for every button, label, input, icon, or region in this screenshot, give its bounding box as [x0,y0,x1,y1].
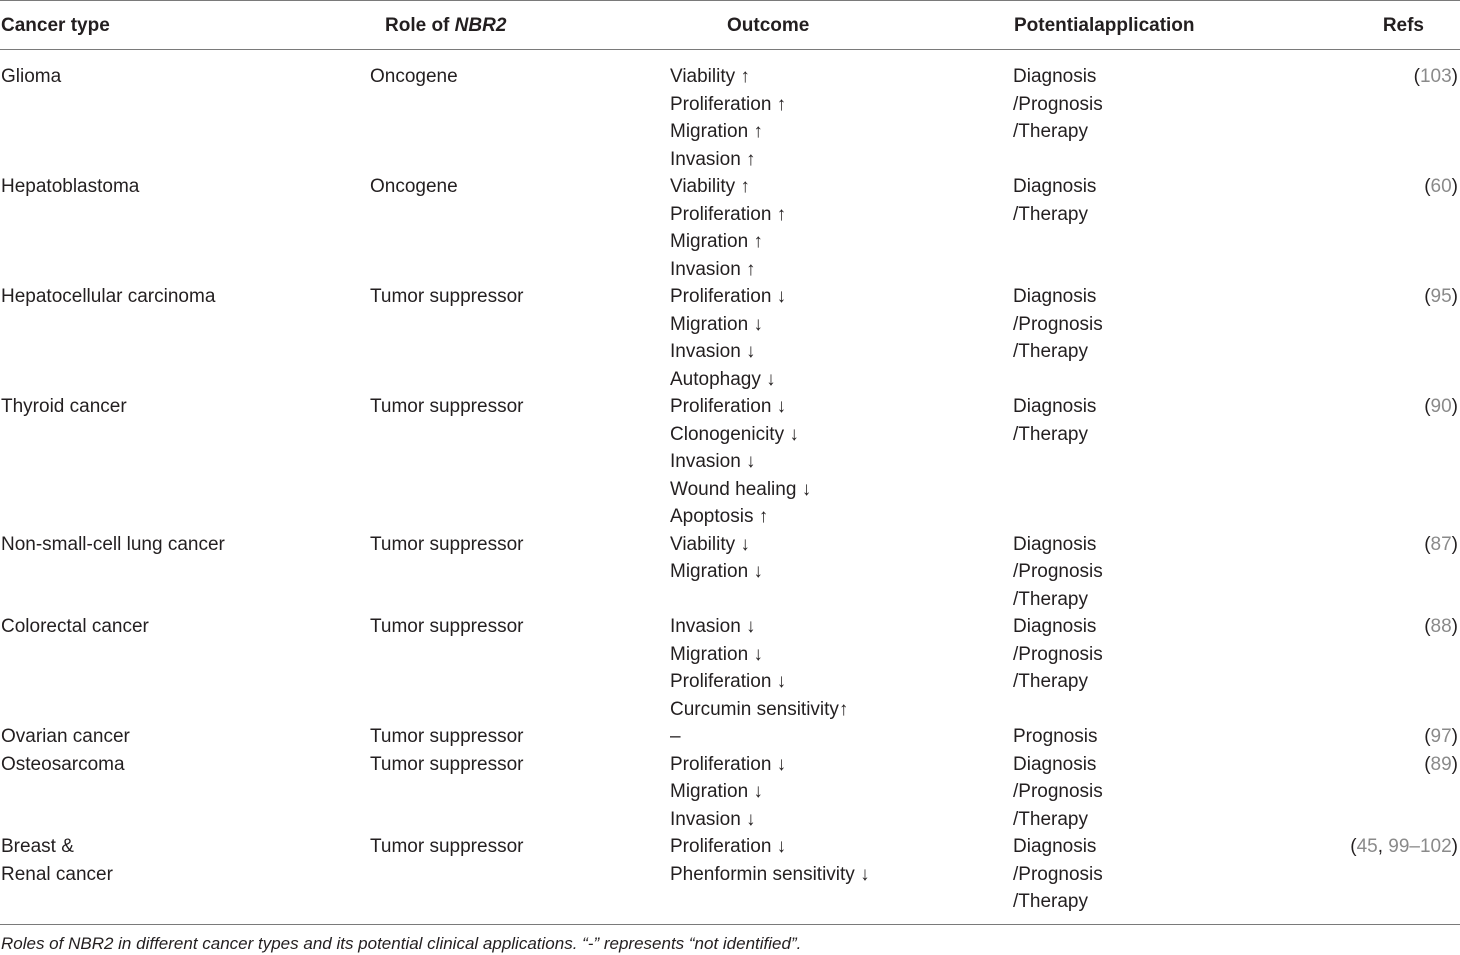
application-cell-line: Diagnosis [1013,836,1097,857]
refs-cell [1424,613,1458,641]
outcome-cell-line: Proliferation ↑ [670,203,787,225]
reference-link[interactable]: 88 [1430,616,1452,637]
refs-open-paren: ( [1424,726,1431,747]
cancer-type-cell [1,63,61,91]
table-bottom-rule [0,924,1460,925]
outcome-cell [670,393,811,531]
outcome-cell-line: Invasion ↓ [670,808,756,830]
reference-link[interactable]: 97 [1430,726,1452,747]
application-cell-line: /Therapy [1013,423,1088,445]
cancer-type-cell-line: Thyroid cancer [1,396,127,417]
refs-open-paren: ( [1424,533,1431,555]
header-refs: Refs [1382,15,1424,36]
application-cell [1013,751,1103,834]
refs-open-paren: ( [1424,286,1431,307]
outcome-cell-line: Viability ↑ [670,176,750,197]
cancer-type-cell-line: Hepatoblastoma [1,176,140,197]
outcome-cell [670,531,763,586]
cancer-type-cell [1,283,215,311]
refs-close-paren: ) [1451,533,1458,555]
reference-link[interactable]: 89 [1430,753,1452,775]
refs-open-paren: ( [1350,836,1357,857]
table-top-rule [0,0,1460,1]
refs-cell [1424,283,1458,311]
outcome-cell [670,833,870,888]
refs-separator: , [1377,836,1389,857]
application-cell [1013,613,1103,696]
role-cell: Tumor suppressor [370,753,524,775]
application-cell-line: Diagnosis [1013,616,1097,637]
outcome-cell-line: Clonogenicity ↓ [670,423,799,445]
cancer-type-cell-line: Breast & [1,836,74,857]
outcome-cell-line: Migration ↓ [670,313,763,335]
outcome-cell-line: Autophagy ↓ [670,368,776,390]
outcome-cell-line: Viability ↑ [670,66,750,87]
role-cell: Tumor suppressor [370,286,524,307]
outcome-cell-line: Invasion ↓ [670,616,756,637]
outcome-cell-line: – [670,726,681,747]
application-cell [1013,63,1103,146]
application-cell-line: /Therapy [1013,203,1088,225]
outcome-cell [670,751,786,834]
cancer-type-cell [1,723,130,751]
refs-close-paren: ) [1451,66,1458,87]
application-cell-line: /Prognosis [1013,643,1103,665]
cancer-type-cell-line: Glioma [1,66,62,87]
refs-cell [1424,751,1458,779]
application-cell-line: Diagnosis [1013,533,1097,555]
application-cell-line: /Therapy [1013,891,1088,912]
refs-close-paren: ) [1451,836,1458,857]
application-cell-line: Diagnosis [1013,176,1097,197]
refs-cell [1350,833,1458,861]
outcome-cell-line: Phenformin sensitivity ↓ [670,863,870,885]
refs-open-paren: ( [1424,616,1431,637]
header-cancer-type: Cancer type [1,15,110,36]
refs-close-paren: ) [1451,726,1458,747]
refs-cell [1424,531,1458,559]
application-cell-line: /Therapy [1013,341,1088,362]
application-cell-line: /Therapy [1013,808,1088,830]
role-cell: Tumor suppressor [370,396,524,417]
refs-close-paren: ) [1451,753,1458,775]
outcome-cell-line: Migration ↓ [670,781,763,802]
application-cell [1013,723,1098,751]
application-cell-line: /Prognosis [1013,781,1103,802]
cancer-type-cell-line: Hepatocellular carcinoma [1,286,216,307]
refs-cell [1424,173,1458,201]
reference-link[interactable]: 99–102 [1388,836,1452,857]
application-cell-line: /Prognosis [1013,863,1103,885]
application-cell-line: /Prognosis [1013,561,1103,582]
outcome-cell-line: Invasion ↑ [670,148,756,170]
cancer-type-cell-line: Osteosarcoma [1,753,125,775]
refs-cell [1424,393,1458,421]
outcome-cell [670,723,681,751]
outcome-cell-line: Apoptosis ↑ [670,506,769,527]
application-cell-line: /Prognosis [1013,93,1103,115]
outcome-cell-line: Migration ↓ [670,643,763,665]
application-cell-line: /Therapy [1013,121,1088,142]
outcome-cell-line: Invasion ↓ [670,341,756,362]
outcome-cell-line: Migration ↓ [670,561,763,582]
cancer-type-cell-line: Colorectal cancer [1,616,149,637]
reference-link[interactable]: 103 [1419,66,1452,87]
reference-link[interactable]: 90 [1430,396,1452,417]
application-cell [1013,393,1096,448]
header-outcome: Outcome [727,15,810,36]
application-cell-line: Diagnosis [1013,396,1097,417]
reference-link[interactable]: 87 [1430,533,1452,555]
application-cell [1013,833,1103,916]
refs-open-paren: ( [1413,66,1420,87]
application-cell-line: Diagnosis [1013,66,1097,87]
table-caption: Roles of NBR2 in different cancer types and its potential clinical applications. “-” represents “not identified”. [1,934,802,953]
outcome-cell-line: Curcumin sensitivity↑ [670,698,849,720]
outcome-cell-line: Viability ↓ [670,533,750,555]
refs-close-paren: ) [1451,176,1458,197]
application-cell-line: Diagnosis [1013,286,1097,307]
application-cell [1013,531,1103,614]
application-cell-line: /Therapy [1013,588,1088,610]
outcome-cell-line: Proliferation ↓ [670,671,787,692]
refs-cell [1414,63,1458,91]
reference-link[interactable]: 60 [1430,176,1452,197]
outcome-cell-line: Wound healing ↓ [670,478,812,500]
reference-link[interactable]: 95 [1430,286,1452,307]
outcome-cell-line: Invasion ↓ [670,451,756,472]
role-cell: Oncogene [370,66,458,87]
outcome-cell-line: Migration ↑ [670,231,763,252]
refs-open-paren: ( [1424,396,1431,417]
cancer-type-cell [1,173,139,201]
cancer-type-cell [1,833,113,888]
reference-link[interactable]: 45 [1356,836,1378,857]
application-cell-line: /Therapy [1013,671,1088,692]
role-cell: Tumor suppressor [370,726,524,747]
outcome-cell-line: Invasion ↑ [670,258,756,280]
application-cell [1013,283,1103,366]
outcome-cell-line: Migration ↑ [670,121,763,142]
application-cell-line: Diagnosis [1013,753,1097,775]
outcome-cell-line: Proliferation ↓ [670,753,787,775]
refs-close-paren: ) [1451,616,1458,637]
refs-open-paren: ( [1424,753,1431,775]
header-role-prefix: Role of [385,15,455,36]
cancer-type-cell [1,531,225,559]
header-potential-application: Potentialapplication [1014,15,1195,36]
outcome-cell-line: Proliferation ↑ [670,93,787,115]
cancer-type-cell-line: Non-small-cell lung cancer [1,533,225,555]
table-header-rule [0,49,1460,50]
role-cell: Tumor suppressor [370,836,524,857]
role-cell: Tumor suppressor [370,533,524,555]
refs-close-paren: ) [1451,286,1458,307]
role-cell: Tumor suppressor [370,616,524,637]
header-role [385,14,506,38]
outcome-cell [670,173,786,283]
application-cell-line: Prognosis [1013,726,1098,747]
header-role-gene: NBR2 [454,15,507,36]
outcome-cell [670,613,848,723]
application-cell-line: /Prognosis [1013,313,1103,335]
refs-cell [1424,723,1458,751]
refs-close-paren: ) [1451,396,1458,417]
cancer-type-cell [1,393,127,421]
cancer-type-cell [1,613,149,641]
refs-open-paren: ( [1424,176,1431,197]
cancer-type-cell-line: Ovarian cancer [1,726,130,747]
role-cell: Oncogene [370,176,458,197]
application-cell [1013,173,1096,228]
cancer-type-cell-line: Renal cancer [1,863,113,885]
outcome-cell-line: Proliferation ↓ [670,286,787,307]
outcome-cell-line: Proliferation ↓ [670,836,787,857]
outcome-cell [670,283,786,393]
outcome-cell [670,63,786,173]
outcome-cell-line: Proliferation ↓ [670,396,787,417]
cancer-type-cell [1,751,125,779]
